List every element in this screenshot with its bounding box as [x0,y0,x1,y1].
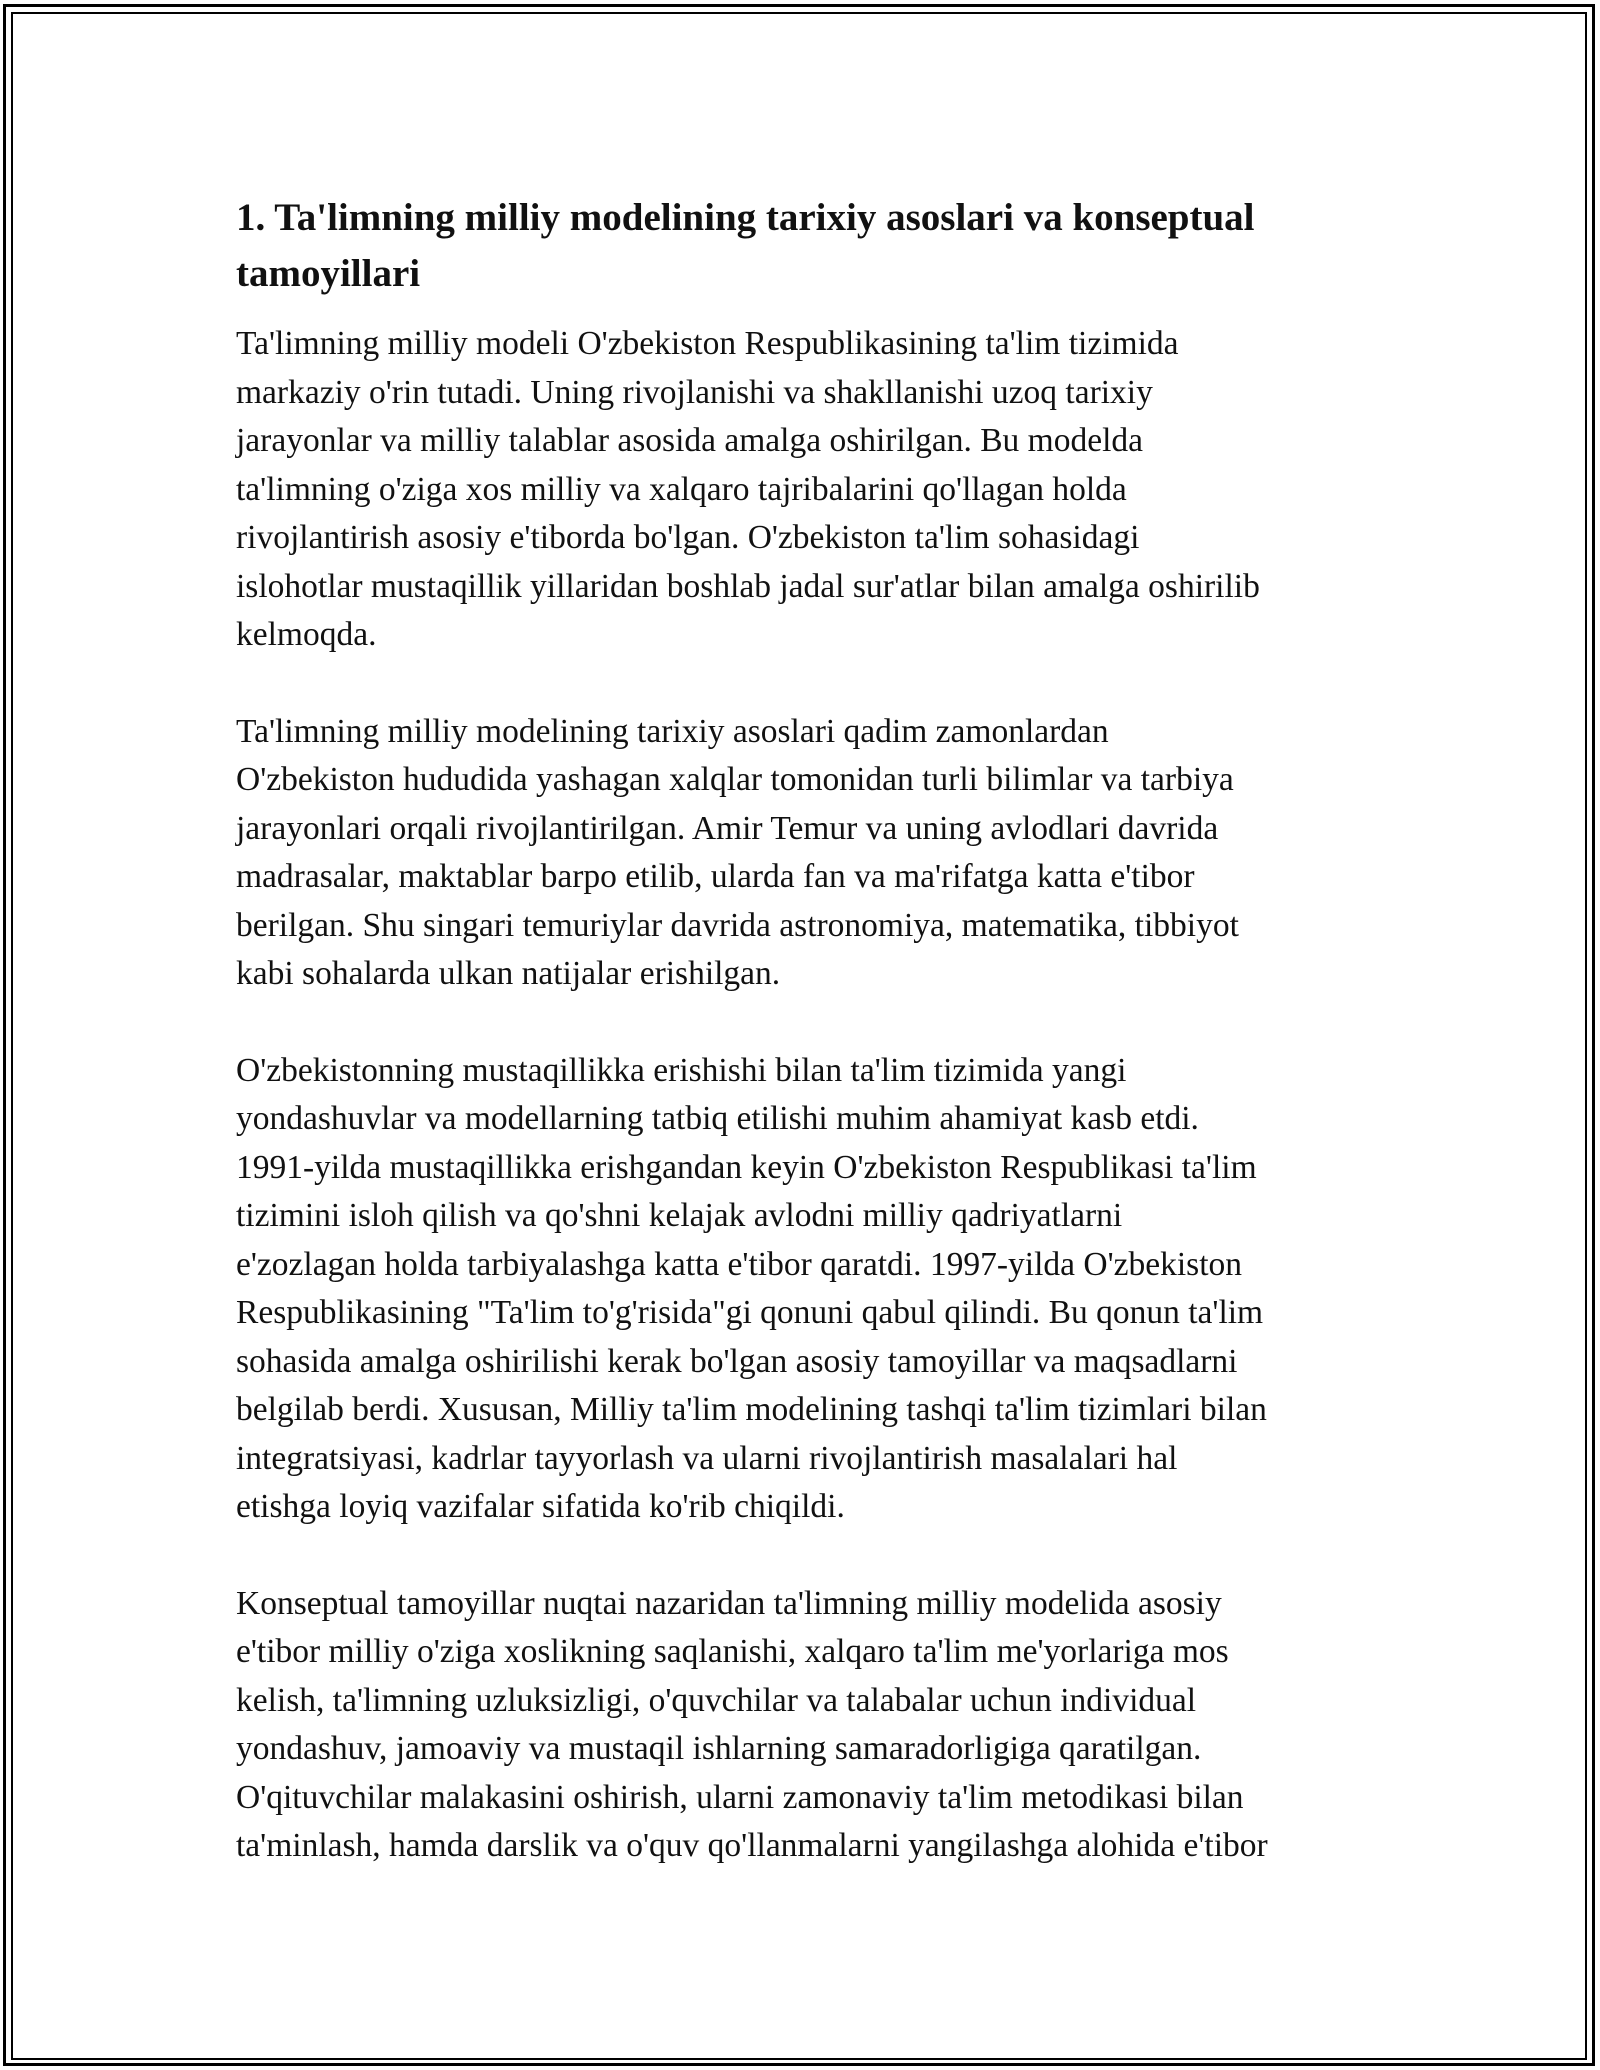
text-line: e'zozlagan holda tarbiyalashga katta e'tibor qaratdi. 1997-yilda O'zbekiston [236,1245,1242,1283]
text-line: Ta'limning milliy modelining tarixiy asoslari qadim zamonlardan [236,712,1109,750]
text-line: Konseptual tamoyillar nuqtai nazaridan ta'limning milliy modelida asosiy [236,1584,1222,1622]
text-line: Respublikasining "Ta'lim to'g'risida"gi qonuni qabul qilindi. Bu qonun ta'lim [236,1294,1264,1331]
text-line: O'zbekiston hududida yashagan xalqlar tomonidan turli bilimlar va tarbiya [236,761,1234,798]
text-line: etishga loyiq vazifalar sifatida ko'rib chiqildi. [236,1488,845,1525]
paragraph-4 [236,1580,1386,1871]
text-line: Ta'limning milliy modeli O'zbekiston Respublikasining ta'lim tizimida [236,325,1179,362]
paragraph-3 [236,1047,1386,1532]
text-line: islohotlar mustaqillik yillaridan boshlab jadal sur'atlar bilan amalga oshirilib [236,567,1260,605]
text-line: O'qituvchilar malakasini oshirish, ularni zamonaviy ta'lim metodikasi bilan [236,1778,1244,1816]
text-line: integratsiyasi, kadrlar tayyorlash va ularni rivojlantirish masalalari hal [236,1439,1178,1477]
text-line: jarayonlar va milliy talablar asosida amalga oshirilgan. Bu modelda [236,422,1144,459]
text-line: yondashuv, jamoaviy va mustaqil ishlarning samaradorligiga qaratilgan. [236,1730,1202,1767]
text-line: ta'limning o'ziga xos milliy va xalqaro tajribalarini qo'llagan holda [236,470,1127,508]
text-line: berilgan. Shu singari temuriylar davrida astronomiya, matematika, tibbiyot [236,906,1239,944]
text-line: madrasalar, maktablar barpo etilib, ularda fan va ma'rifatga katta e'tibor [236,858,1195,895]
text-line: O'zbekistonning mustaqillikka erishishi bilan ta'lim tizimida yangi [236,1051,1127,1089]
text-line: kelmoqda. [236,616,377,653]
text-line: ta'minlash, hamda darslik va o'quv qo'llanmalarni yangilashga alohida e'tibor [236,1827,1268,1864]
text-line: 1991-yilda mustaqillikka erishgandan keyin O'zbekiston Respublikasi ta'lim [236,1148,1257,1186]
document-body [236,190,1386,1871]
paragraph-2 [236,708,1386,999]
text-line: markaziy o'rin tutadi. Uning rivojlanishi va shakllanishi uzoq tarixiy [236,373,1153,411]
paragraph-1 [236,320,1386,660]
text-line: jarayonlari orqali rivojlantirilgan. Amir Temur va uning avlodlari davrida [236,809,1219,847]
text-line: rivojlantirish asosiy e'tiborda bo'lgan. O'zbekiston ta'lim sohasidagi [236,519,1140,556]
text-line: sohasida amalga oshirilishi kerak bo'lgan asosiy tamoyillar va maqsadlarni [236,1342,1238,1380]
heading-line: tamoyillari [236,252,421,295]
text-line: kabi sohalarda ulkan natijalar erishilgan. [236,955,781,992]
heading-line: 1. Ta'limning milliy modelining tarixiy asoslari va konseptual [236,196,1255,239]
text-line: belgilab berdi. Xususan, Milliy ta'lim modelining tashqi ta'lim tizimlari bilan [236,1391,1267,1428]
section-heading [236,190,1386,302]
text-line: yondashuvlar va modellarning tatbiq etilishi muhim ahamiyat kasb etdi. [236,1100,1199,1137]
text-line: tizimini isloh qilish va qo'shni kelajak avlodni milliy qadriyatlarni [236,1197,1123,1234]
text-line: kelish, ta'limning uzluksizligi, o'quvchilar va talabalar uchun individual [236,1681,1197,1719]
text-line: e'tibor milliy o'ziga xoslikning saqlanishi, xalqaro ta'lim me'yorlariga mos [236,1633,1229,1670]
